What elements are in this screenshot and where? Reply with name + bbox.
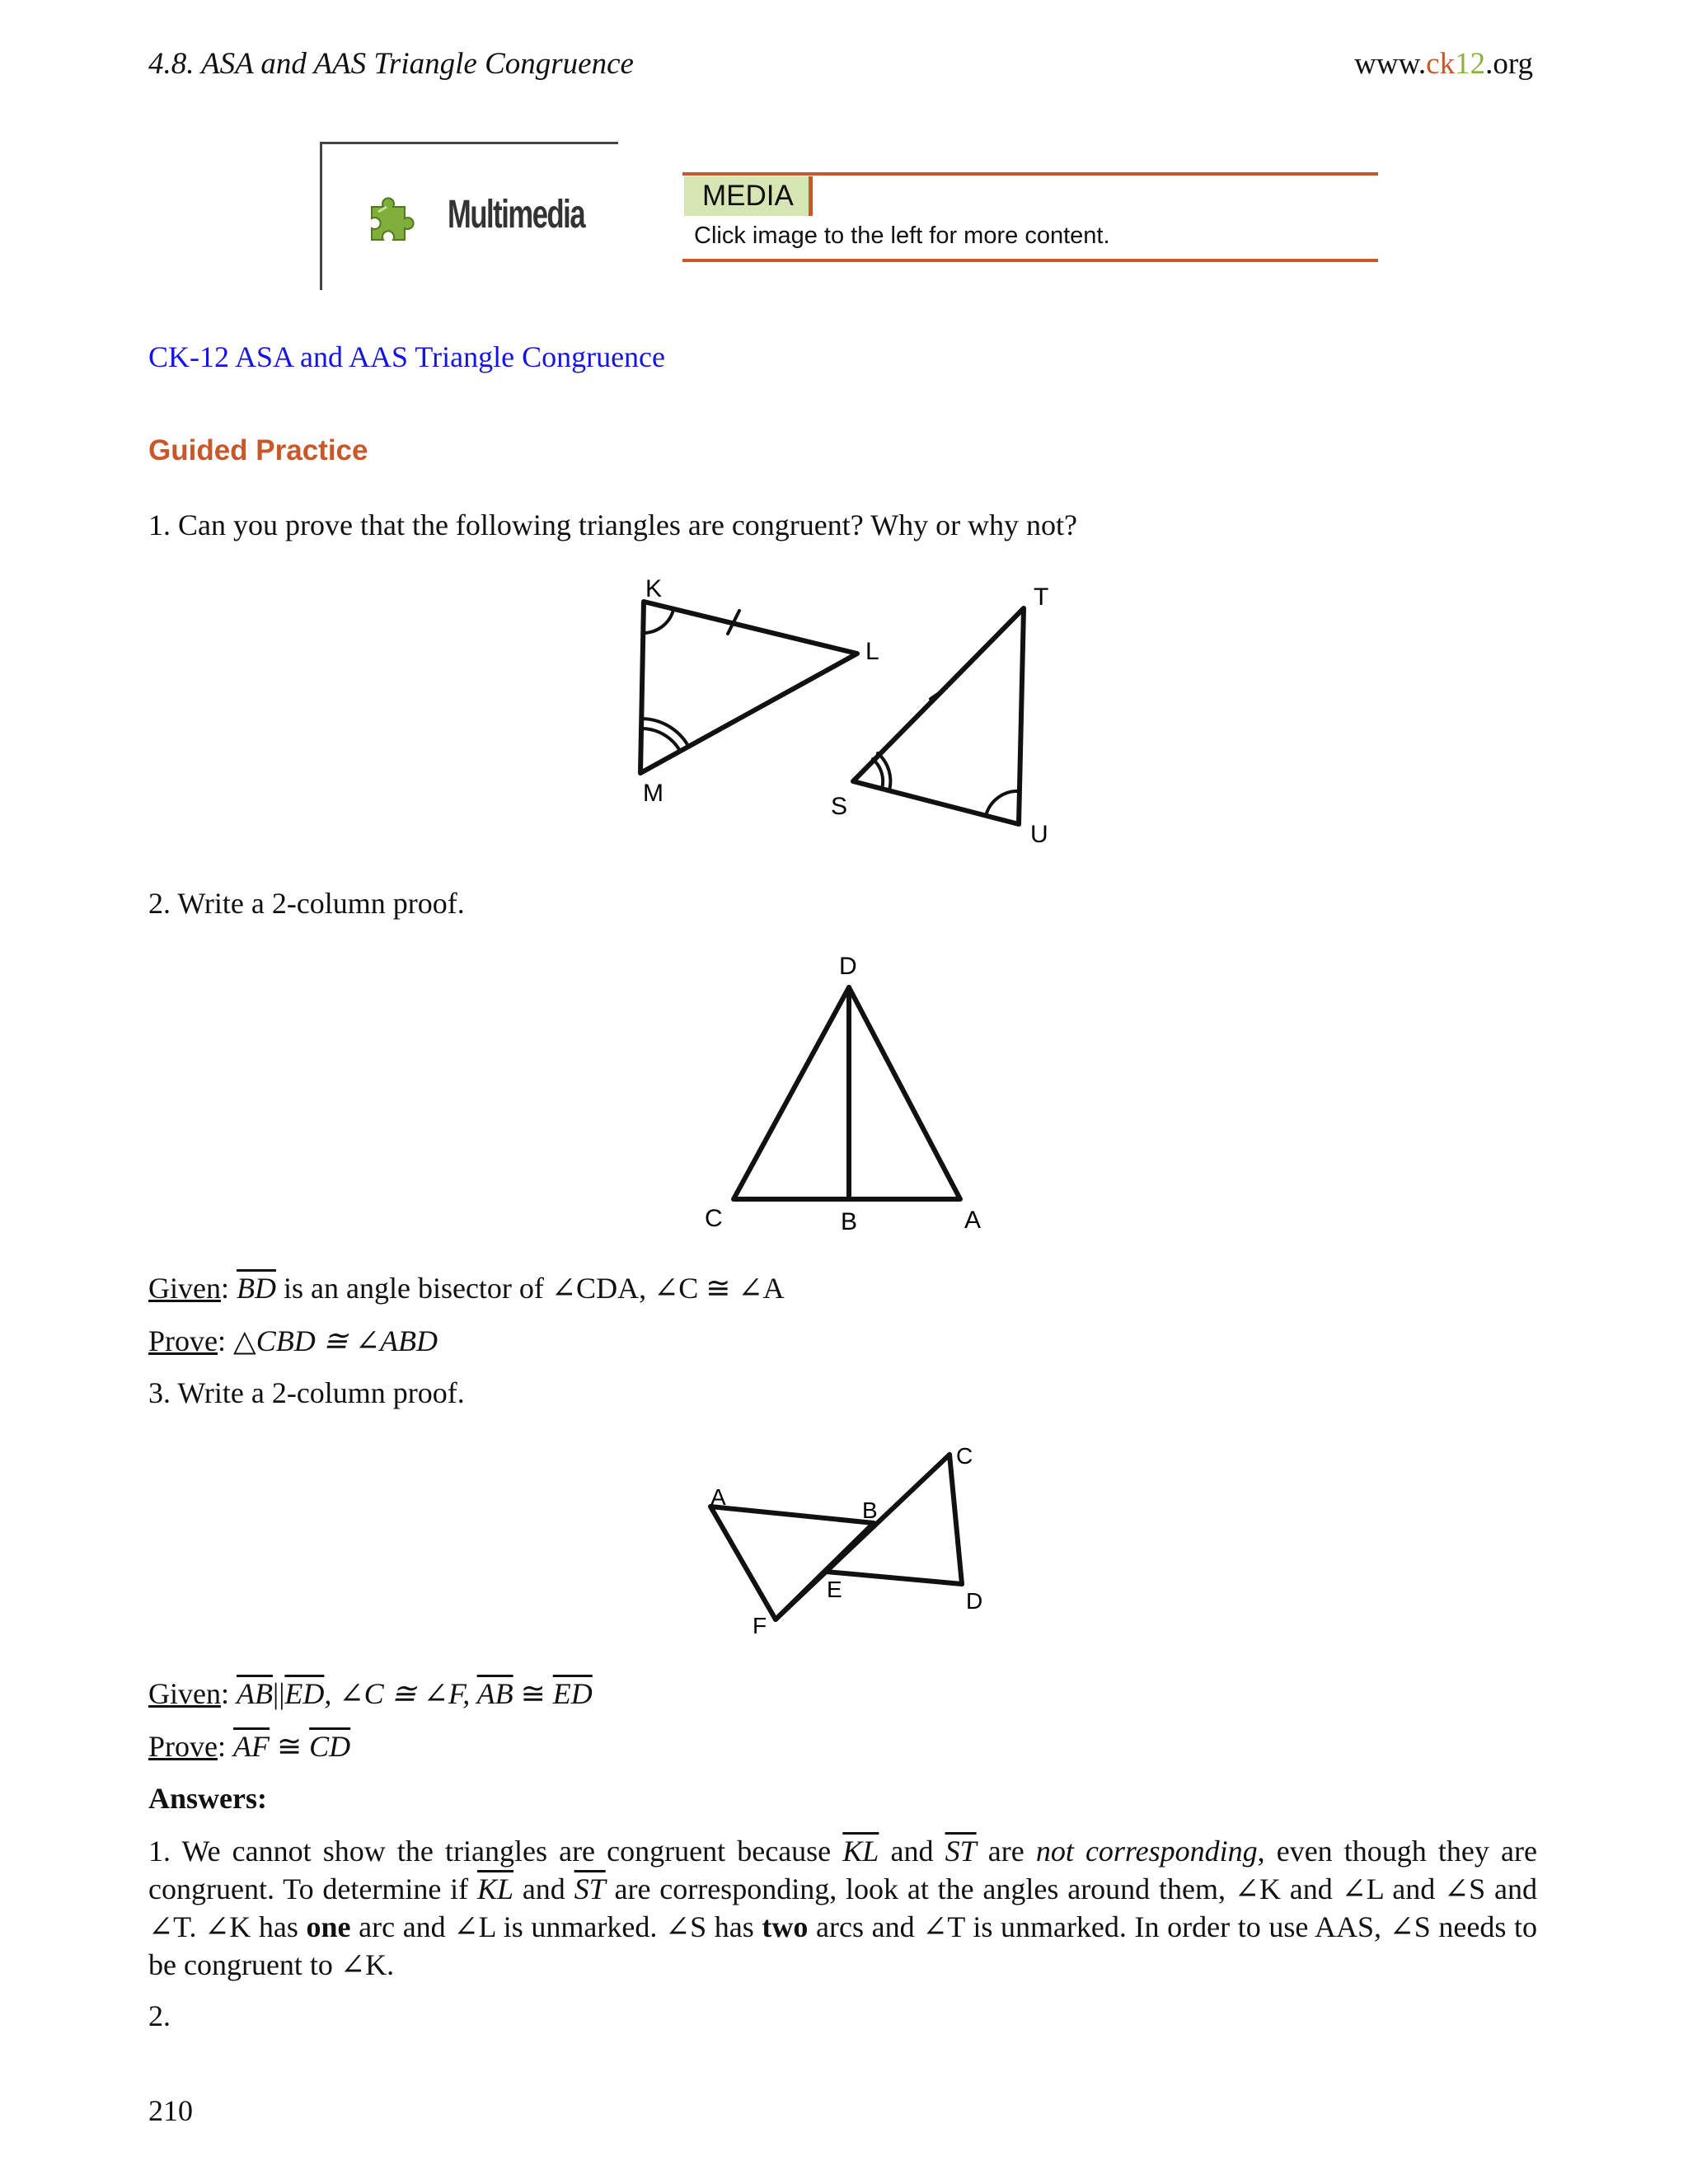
- word-are: are: [976, 1835, 1036, 1868]
- answer-2: 2.: [148, 1999, 171, 2032]
- given-label: Given: [148, 1272, 221, 1305]
- label-k: K: [645, 575, 663, 602]
- proof-2-given: Given: $\overline{BD}$ is an angle bisector of ∠CDA, ∠C ≅ ∠A: [148, 1272, 785, 1305]
- label-b: B: [841, 1208, 858, 1235]
- media-top-rule: [682, 172, 1378, 176]
- url-ck: ck: [1426, 47, 1456, 81]
- label-m: M: [643, 780, 663, 807]
- answer-1-part-5: arcs and ∠T is unmarked. In order to use AAS, ∠S needs to be congruent to ∠K.: [148, 1910, 1538, 1981]
- segment-de: [826, 1572, 962, 1584]
- prove-text: △CBD ≅ ∠ABD: [233, 1324, 438, 1357]
- page-number: 210: [148, 2094, 193, 2127]
- running-header-title: 4.8. ASA and AAS Triangle Congruence: [148, 47, 634, 81]
- segment-af: $\overline{AF}$: [233, 1730, 270, 1763]
- segment-fc: [776, 1455, 950, 1619]
- segment-ed-2: $\overline{ED}$: [552, 1677, 593, 1710]
- word-one: one: [306, 1910, 351, 1943]
- question-1: 1. Can you prove that the following triangles are congruent? Why or why not?: [148, 509, 1078, 541]
- label-s: S: [831, 793, 848, 820]
- answers-heading: Answers:: [148, 1782, 267, 1815]
- answer-1-part-3: are corresponding, look at the angles around them, ∠K and ∠L and ∠S and ∠T. ∠K has: [148, 1872, 1537, 1943]
- url-prefix: www.: [1354, 47, 1427, 81]
- answer-1: [148, 1832, 1537, 1984]
- answer-1-part-4: arc and ∠L is unmarked. ∠S has: [350, 1910, 762, 1943]
- label-b: B: [862, 1497, 878, 1523]
- label-t: T: [1034, 583, 1049, 611]
- triangle-klm: [640, 602, 857, 773]
- running-header-url[interactable]: [1354, 46, 1533, 82]
- segment-st: $\overline{ST}$: [945, 1835, 977, 1868]
- given-text: is an angle bisector of ∠CDA, ∠C ≅ ∠A: [276, 1272, 785, 1305]
- word-and-2: and: [513, 1872, 574, 1905]
- figure-1-triangles: [610, 565, 1071, 845]
- word-two: two: [762, 1910, 809, 1943]
- parallel-sign: ||: [272, 1677, 285, 1710]
- not-corresponding: not corresponding: [1035, 1835, 1258, 1868]
- congruent-sign: ≅: [513, 1677, 553, 1710]
- label-u: U: [1030, 821, 1048, 845]
- label-e: E: [827, 1577, 842, 1602]
- segment-ab-2: $\overline{AB}$: [476, 1677, 513, 1710]
- guided-practice-heading: Guided Practice: [148, 434, 368, 466]
- segment-cd: [950, 1455, 962, 1584]
- word-and: and: [879, 1835, 945, 1868]
- given-angles: , ∠C ≅ ∠F,: [324, 1677, 477, 1710]
- label-l: L: [865, 638, 879, 665]
- proof-3-prove: Prove: $\overline{AF}$ ≅ $\overline{CD}$: [148, 1730, 351, 1763]
- label-f: F: [753, 1613, 767, 1638]
- question-3: 3. Write a 2-column proof.: [148, 1376, 465, 1409]
- segment-kl-2: $\overline{KL}$: [476, 1872, 514, 1905]
- label-a: A: [964, 1207, 982, 1234]
- label-d: D: [966, 1588, 983, 1614]
- figure-3-triangles: [692, 1430, 1006, 1644]
- multimedia-thumbnail[interactable]: [320, 142, 618, 290]
- media-tag: MEDIA: [684, 176, 813, 216]
- arc-k: [644, 610, 673, 633]
- proof-3-given: Given: $\overline{AB}||\overline{ED}$, ∠C ≅ ∠F, $\overline{AB}$ ≅ $\overline{ED}$: [148, 1677, 593, 1710]
- media-caption: Click image to the left for more content.: [694, 223, 1110, 249]
- label-d: D: [839, 953, 857, 980]
- prove-label: Prove: [148, 1730, 218, 1763]
- multimedia-label: Multimedia: [448, 193, 585, 237]
- congruent-sign: ≅: [270, 1730, 310, 1763]
- puzzle-icon: [363, 189, 426, 251]
- segment-kl: $\overline{KL}$: [842, 1835, 879, 1868]
- url-12: 12: [1455, 47, 1486, 81]
- media-bottom-rule: [682, 259, 1378, 262]
- segment-ab: $\overline{AB}$: [237, 1677, 273, 1710]
- segment-st-2: $\overline{ST}$: [574, 1872, 606, 1905]
- answer-1-part-1: 1. We cannot show the triangles are congruent because: [148, 1835, 843, 1868]
- ck12-link[interactable]: CK-12 ASA and AAS Triangle Congruence: [148, 340, 666, 373]
- label-c: C: [705, 1205, 723, 1232]
- question-2: 2. Write a 2-column proof.: [148, 887, 465, 920]
- segment-bd: $\overline{BD}$: [237, 1272, 276, 1305]
- label-a: A: [710, 1484, 726, 1510]
- prove-label: Prove: [148, 1324, 218, 1357]
- url-suffix: .org: [1485, 47, 1533, 81]
- arc-m-outer: [642, 719, 688, 746]
- figure-2-triangle: [692, 940, 1006, 1236]
- given-label: Given: [148, 1677, 221, 1710]
- label-c: C: [956, 1443, 973, 1469]
- segment-ed: $\overline{ED}$: [284, 1677, 325, 1710]
- answer-1-part-2: , even though they are congruent. To determine if: [148, 1835, 1537, 1905]
- proof-2-prove: Prove: △CBD ≅ ∠ABD: [148, 1324, 438, 1357]
- segment-cd: $\overline{CD}$: [309, 1730, 351, 1763]
- arc-u: [986, 791, 1020, 816]
